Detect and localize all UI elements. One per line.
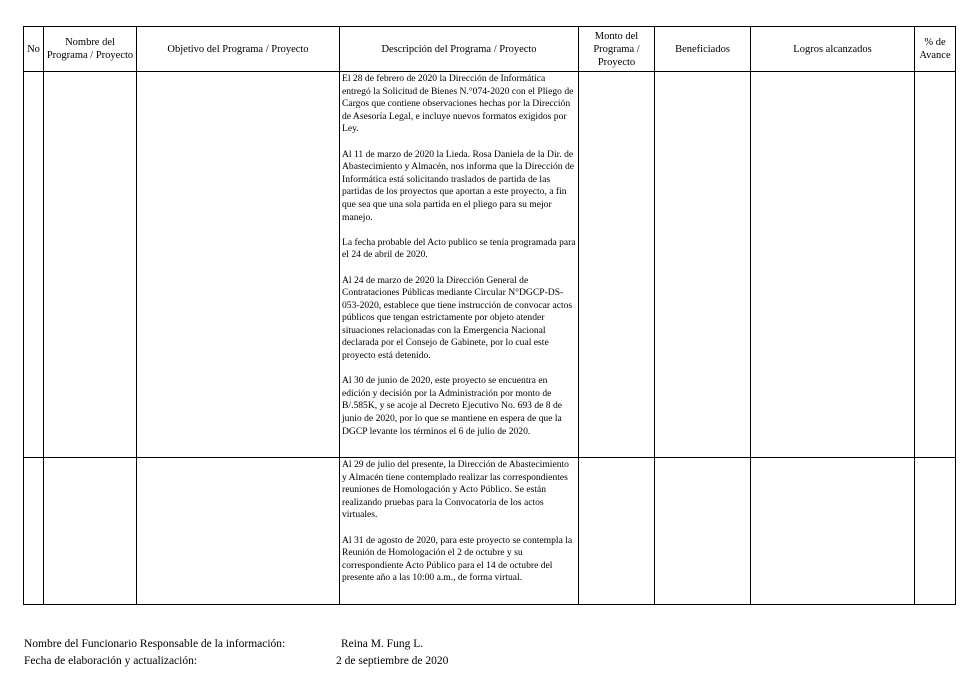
header-monto: Monto del Programa / Proyecto: [579, 27, 655, 72]
responsable-label: Nombre del Funcionario Responsable de la información:: [24, 638, 286, 650]
cell-logros: [751, 458, 915, 605]
description-paragraph: Al 11 de marzo de 2020 la Lieda. Rosa Daniela de la Dir. de Abastecimiento y Almacén, nos informa que la Dirección de Informática está solicitando traslados de partida de las partidas de los proyectos que aportan a este proyecto, a fin que sea que una sola partida en el pliego para su mejor manejo.: [342, 148, 575, 223]
project-report-table: [23, 26, 956, 605]
table-row: [24, 458, 956, 605]
responsable-value: Reina M. Fung L.: [341, 638, 424, 650]
fecha-value: 2 de septiembre de 2020: [336, 655, 449, 667]
description-paragraph: Al 30 de junio de 2020, este proyecto se encuentra en edición y decisión por la Administración por monto de B/.585K, y se acoje al Decreto Ejecutivo No. 693 de 8 de junio de 2020, por lo que se mantiene en espera de que la DGCP levante los términos el 6 de julio de 2020.: [342, 375, 563, 437]
cell-objetivo: [137, 72, 340, 458]
description-paragraph: Al 29 de julio del presente, la Dirección de Abastecimiento y Almacén tiene contemplado realizar las correspondientes reuniones de Homologación y Acto Público. Se están realizando pruebas para la Convocatoria de los actos virtuales.: [342, 459, 569, 521]
description-paragraph: El 28 de febrero de 2020 la Dirección de Informática entregó la Solicitud de Bienes N.°074-2020 con el Pliego de Cargos que contiene observaciones hechas por la Dirección de Asesoría Legal, e incluye nuevos formatos exigidos por Ley.: [342, 73, 574, 135]
header-objetivo: Objetivo del Programa / Proyecto: [137, 27, 340, 72]
description-paragraph: Al 24 de marzo de 2020 la Dirección General de Contrataciones Públicas mediante Circular N°DGCP-DS-053-2020, establece que tiene instrucción de convocar actos públicos que tengan estrictamente por objeto atender situaciones relacionadas con la Emergencia Nacional declarada por el Consejo de Gabinete, por lo cual este proyecto está detenido.: [342, 274, 573, 362]
header-nombre: Nombre del Programa / Proyecto: [44, 27, 137, 72]
description-text: [340, 72, 578, 438]
cell-no: [24, 72, 44, 458]
header-no: No: [24, 27, 44, 72]
header-avance: % de Avance: [915, 27, 956, 72]
header-logros: Logros alcanzados: [751, 27, 915, 72]
description-paragraph: La fecha probable del Acto publico se tenía programada para el 24 de abril de 2020.: [342, 236, 576, 261]
cell-no: [24, 458, 44, 605]
cell-monto: [579, 72, 655, 458]
cell-descripcion: [340, 72, 579, 458]
cell-avance: [915, 458, 956, 605]
header-descripcion: Descripción del Programa / Proyecto: [340, 27, 579, 72]
cell-objetivo: [137, 458, 340, 605]
table-row: [24, 72, 956, 458]
cell-nombre: [44, 458, 137, 605]
cell-nombre: [44, 72, 137, 458]
cell-monto: [579, 458, 655, 605]
description-paragraph: Al 31 de agosto de 2020, para este proyecto se contempla la Reunión de Homologación el 2 de octubre y su correspondiente Acto Público para el 14 de octubre del presente año a las 10:00 a.m., de forma virtual.: [342, 534, 573, 584]
cell-descripcion: [340, 458, 579, 605]
description-text: [340, 458, 578, 585]
fecha-label: Fecha de elaboración y actualización:: [24, 655, 198, 667]
cell-avance: [915, 72, 956, 458]
cell-logros: [751, 72, 915, 458]
cell-beneficiados: [655, 458, 751, 605]
cell-beneficiados: [655, 72, 751, 458]
table-header-row: [24, 27, 956, 72]
header-beneficiados: Beneficiados: [655, 27, 751, 72]
